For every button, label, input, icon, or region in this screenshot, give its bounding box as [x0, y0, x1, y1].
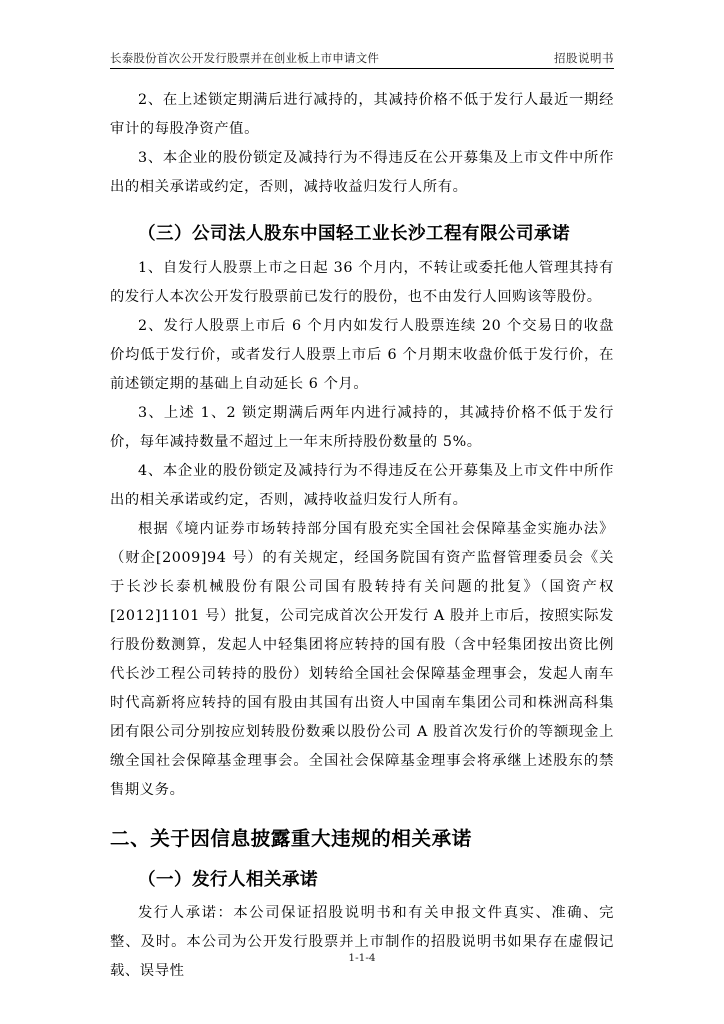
paragraph-top-2: 3、本企业的股份锁定及减持行为不得违反在公开募集及上市文件中所作出的相关承诺或约定，否则，减持收益归发行人所有。	[110, 150, 614, 195]
page-content	[110, 86, 614, 986]
paragraph-top-1: 2、在上述锁定期满后进行减持的，其减持价格不低于发行人最近一期经审计的每股净资产值。	[110, 92, 614, 137]
subsection-3-title: （三）公司法人股东中国轻工业长沙工程有限公司承诺	[138, 224, 570, 244]
subsection-3-paragraph-1: 1、自发行人股票上市之日起 36 个月内，不转让或委托他人管理其持有的发行人本次公开发行股票前已发行的股份，也不由发行人回购该等股份。	[110, 260, 614, 305]
header-section-name: 招股说明书	[554, 51, 614, 65]
subsection-3-paragraph-2: 2、发行人股票上市后 6 个月内如发行人股票连续 20 个交易日的收盘价均低于发行价，或者发行人股票上市后 6 个月期末收盘价低于发行价，在前述锁定期的基础上自动延长 6 个月。	[110, 318, 614, 392]
page-header	[110, 48, 614, 69]
subsection-1-paragraph-1: 发行人承诺：本公司保证招股说明书和有关申报文件真实、准确、完整、及时。本公司为公开发行股票并上市制作的招股说明书如果存在虚假记载、误导性	[110, 905, 614, 979]
subsection-3-paragraph-4: 4、本企业的股份锁定及减持行为不得违反在公开募集及上市文件中所作出的相关承诺或约定，否则，减持收益归发行人所有。	[110, 463, 614, 508]
subsection-1-title: （一）发行人相关承诺	[138, 870, 318, 890]
section-2-title: 二、关于因信息披露重大违规的相关承诺	[110, 827, 472, 850]
subsection-3-paragraph-5: 根据《境内证券市场转持部分国有股充实全国社会保障基金实施办法》（财企[2009]94 号）的有关规定，经国务院国有资产监督管理委员会《关于长沙长泰机械股份有限公司国有股转持有关问题的批复》（国资产权[2012]1101 号）批复，公司完成首次公开发行 A 股并上市后，按照实际发行股份数测算，发起人中轻集团将应转持的国有股（含中轻集团按出资比例代长沙工程公司转持的股份）划转给全国社会保障基金理事会，发起人南车时代高新将应转持的国有股由其国有出资人中国南车集团公司和株洲高科集团有限公司分别按应划转股份数乘以股份公司 A 股首次发行价的等额现金上缴全国社会保障基金理事会。全国社会保障基金理事会将承继上述股东的禁售期义务。	[110, 521, 614, 798]
page-number: 1-1-4	[348, 952, 376, 964]
header-document-title: 长泰股份首次公开发行股票并在创业板上市申请文件	[110, 51, 380, 65]
subsection-3-paragraph-3: 3、上述 1、2 锁定期满后两年内进行减持的，其减持价格不低于发行价，每年减持数量不超过上一年末所持股份数量的 5%。	[110, 405, 614, 450]
